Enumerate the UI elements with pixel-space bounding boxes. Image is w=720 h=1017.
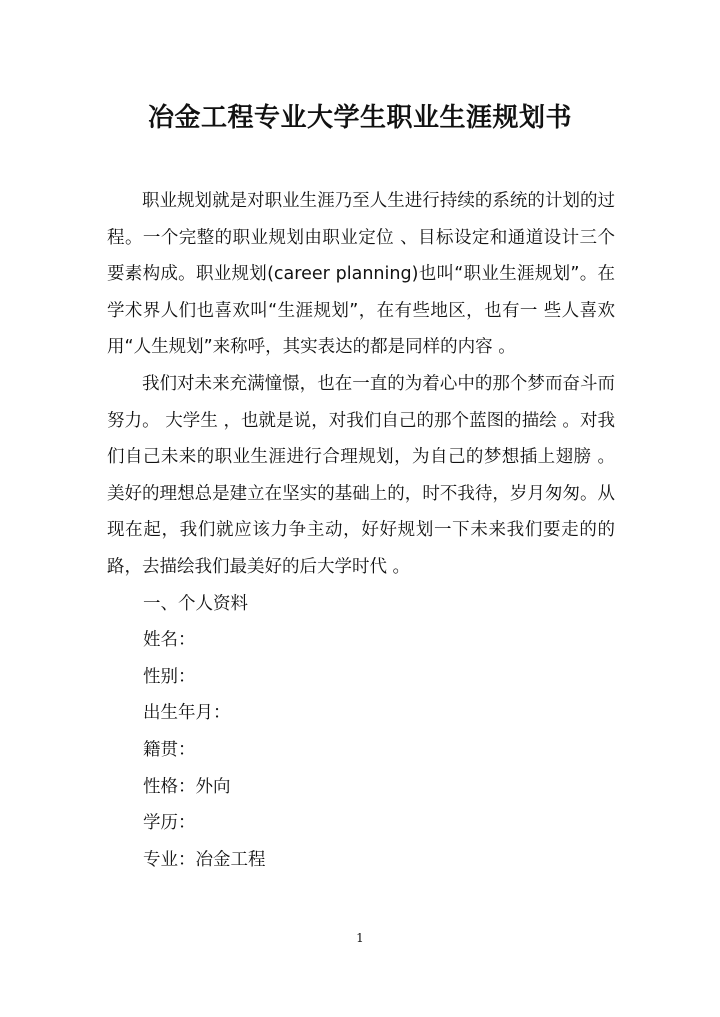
profile-gender: 性别： <box>143 666 196 687</box>
profile-name: 姓名： <box>143 630 196 651</box>
intro-paragraph: 职业规划就是对职业生涯乃至人生进行持续的系统的计划的过程。一个完整的职业规划由职业定位 、目标设定和通道设计三个要素构成。职业规划(career planning)也叫“职业生涯规划”。在学术界人们也喜欢叫“生涯规划”，在有些地区，也有一 些人喜欢用“人生规划”来称呼，其实表达的都是同样的内容 。 <box>107 191 615 358</box>
profile-hometown: 籍贯： <box>143 739 196 760</box>
profile-personality: 性格：外向 <box>143 776 231 797</box>
aspiration-paragraph: 我们对未来充满憧憬，也在一直的为着心中的那个梦而奋斗而努力。 大学生 ，也就是说，对我们自己的那个蓝图的描绘 。对我们自己未来的职业生涯进行合理规划，为自己的梦想插上翅膀 。美好的理想总是建立在坚实的基础上的，时不我待，岁月匆匆。从现在起，我们就应该力争主动，好好规划一下未来我们要走的的路，去描绘我们最美好的后大学时代 。 <box>107 373 615 577</box>
document-title: 冶金工程专业大学生职业生涯规划书 <box>147 103 572 133</box>
page-number: 1 <box>356 931 364 945</box>
profile-birthdate: 出生年月： <box>143 703 231 724</box>
profile-education: 学历： <box>143 813 196 834</box>
profile-major: 专业：冶金工程 <box>143 849 266 870</box>
document-body <box>107 183 615 878</box>
section-heading: 一、个人资料 <box>143 593 248 614</box>
